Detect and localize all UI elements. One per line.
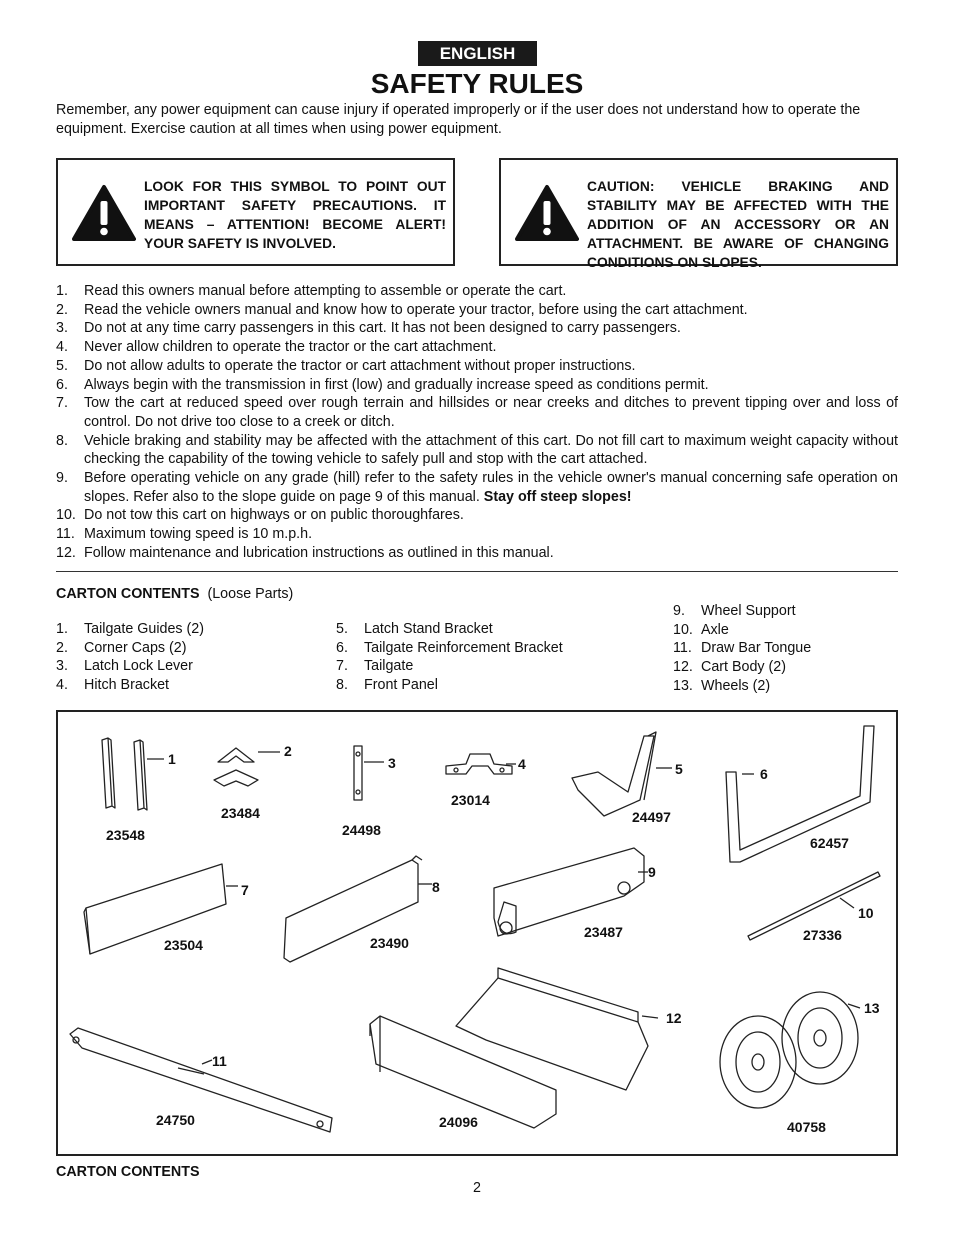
item-name: Tailgate Reinforcement Bracket bbox=[364, 639, 563, 656]
item-name: Latch Stand Bracket bbox=[364, 621, 493, 637]
rule-number: 9. bbox=[56, 470, 68, 487]
figure-caption: CARTON CONTENTS bbox=[56, 1164, 200, 1180]
parts-illustration-frame bbox=[56, 710, 898, 1156]
part-number-24497: 24497 bbox=[632, 809, 671, 825]
item-number: 11. bbox=[673, 640, 692, 657]
part-number-24096: 24096 bbox=[439, 1114, 478, 1130]
item-number: 7. bbox=[336, 658, 348, 675]
carton-item bbox=[336, 676, 563, 695]
rule-text: Tow the cart at reduced speed over rough terrain and hillsides or near creeks and ditches to prevent tipping over and loss of control. Do not drive too close to a creek or ditch. bbox=[84, 395, 898, 430]
item-number: 8. bbox=[336, 677, 348, 694]
item-name: Cart Body (2) bbox=[701, 659, 787, 676]
carton-subheading: (Loose Parts) bbox=[207, 586, 294, 602]
rule-number: 6. bbox=[56, 376, 68, 393]
item-name: Corner Caps (2) bbox=[84, 639, 187, 656]
part-key-11: 11 bbox=[212, 1053, 227, 1069]
item-name: Draw Bar Tongue bbox=[701, 640, 812, 657]
rule-number: 8. bbox=[56, 432, 68, 449]
tailgate-guides-drawing bbox=[102, 738, 164, 810]
part-number-24750: 24750 bbox=[156, 1112, 195, 1128]
part-number-23014: 23014 bbox=[451, 792, 490, 808]
warning-box-caution bbox=[499, 158, 898, 270]
latch-stand-bracket-drawing bbox=[572, 732, 672, 816]
carton-heading-text: CARTON CONTENTS bbox=[56, 586, 200, 602]
carton-item bbox=[56, 657, 204, 676]
part-number-40758: 40758 bbox=[787, 1119, 826, 1135]
carton-list-column-1 bbox=[56, 620, 204, 695]
hitch-bracket-drawing bbox=[446, 754, 516, 774]
item-name: Axle bbox=[701, 621, 729, 638]
rule-text: Read this owners manual before attempting to assemble or operate the cart. bbox=[84, 283, 567, 299]
item-number: 3. bbox=[56, 658, 68, 675]
rule-number: 3. bbox=[56, 320, 68, 337]
carton-item bbox=[336, 639, 563, 658]
carton-item bbox=[673, 639, 811, 658]
warning-triangle-icon bbox=[72, 184, 136, 242]
corner-caps-drawing bbox=[214, 748, 280, 786]
rule-item bbox=[56, 338, 898, 357]
rule-item bbox=[56, 525, 898, 544]
rule-text: Before operating vehicle on any grade (hill) refer to the safety rules in the vehicle owner's manual concerning safe operation on slopes. Refer also to the slope guide on page 9 of this manual. bbox=[84, 470, 898, 505]
carton-item bbox=[673, 621, 811, 640]
rule-number: 1. bbox=[56, 283, 68, 299]
carton-list-column-2 bbox=[336, 620, 563, 695]
page-number: 2 bbox=[473, 1180, 481, 1196]
item-number: 5. bbox=[336, 621, 348, 637]
rule-text: Do not at any time carry passengers in this cart. It has not been designed to carry passengers. bbox=[84, 320, 681, 337]
carton-item bbox=[673, 602, 811, 621]
cart-body-drawing bbox=[370, 968, 658, 1128]
rule-number: 5. bbox=[56, 357, 68, 374]
tailgate-reinforcement-bracket-drawing bbox=[726, 726, 874, 862]
item-number: 10. bbox=[673, 621, 693, 638]
parts-illustration bbox=[58, 712, 896, 1154]
item-number: 12. bbox=[673, 659, 693, 676]
part-key-2: 2 bbox=[284, 743, 292, 759]
wheel-support-drawing bbox=[494, 848, 648, 936]
part-key-6: 6 bbox=[760, 766, 768, 782]
part-key-1: 1 bbox=[168, 751, 176, 767]
carton-item bbox=[56, 639, 204, 658]
warning-box-symbol bbox=[56, 158, 455, 266]
part-key-7: 7 bbox=[241, 882, 249, 898]
rule-number: 4. bbox=[56, 339, 68, 356]
item-name: Hitch Bracket bbox=[84, 677, 170, 694]
part-number-27336: 27336 bbox=[803, 927, 842, 943]
rule-item bbox=[56, 319, 898, 338]
part-number-24498: 24498 bbox=[342, 822, 381, 838]
part-key-5: 5 bbox=[675, 761, 683, 777]
section-divider bbox=[56, 571, 898, 572]
rule-text: Do not tow this cart on highways or on public thoroughfares. bbox=[84, 507, 464, 524]
warning-triangle-icon bbox=[515, 184, 579, 242]
intro-paragraph: Remember, any power equipment can cause injury if operated improperly or if the user does not understand how to operate the equipment. Exercise caution at all times when using power equipment. bbox=[56, 102, 861, 137]
part-key-12: 12 bbox=[666, 1010, 682, 1026]
part-key-4: 4 bbox=[518, 756, 526, 772]
rule-text: Read the vehicle owners manual and know how to operate your tractor, before using the cart attachment. bbox=[84, 301, 748, 318]
warning-box-text: LOOK FOR THIS SYMBOL TO POINT OUT IMPORTANT SAFETY PRECAUTIONS. IT MEANS – ATTENTION! BECOME ALERT! YOUR SAFETY IS INVOLVED. bbox=[144, 179, 446, 251]
draw-bar-tongue-drawing bbox=[70, 1028, 332, 1132]
rule-item bbox=[56, 506, 898, 525]
latch-lock-lever-drawing bbox=[354, 746, 384, 800]
part-number-23484: 23484 bbox=[221, 805, 260, 821]
rule-emphasis: Stay off steep slopes! bbox=[483, 488, 632, 505]
item-name: Tailgate Guides (2) bbox=[84, 621, 204, 637]
rule-item bbox=[56, 282, 898, 301]
rule-text: Maximum towing speed is 10 m.p.h. bbox=[84, 526, 313, 543]
item-name: Tailgate bbox=[364, 658, 414, 675]
rule-text: Vehicle braking and stability may be affected with the attachment of this cart. Do not fill cart to maximum weight capacity without checking the capability of the towing vehicle to safely pull and stop with the cart attached. bbox=[84, 432, 898, 468]
safety-rules-list bbox=[56, 282, 898, 563]
item-number: 2. bbox=[56, 639, 68, 656]
item-name: Wheels (2) bbox=[701, 677, 771, 694]
rule-number: 12. bbox=[56, 544, 76, 561]
tailgate-drawing bbox=[84, 864, 238, 954]
part-key-10: 10 bbox=[858, 905, 874, 921]
item-name: Front Panel bbox=[364, 677, 438, 694]
carton-contents-heading bbox=[56, 586, 293, 602]
carton-item bbox=[336, 620, 563, 639]
item-number: 13. bbox=[673, 677, 693, 694]
part-number-23548: 23548 bbox=[106, 827, 145, 843]
item-name: Wheel Support bbox=[701, 603, 796, 619]
item-number: 4. bbox=[56, 677, 68, 694]
warning-box-text: CAUTION: VEHICLE BRAKING AND STABILITY MAY BE AFFECTED WITH THE ADDITION OF AN ACCESSORY OR AN ATTACHMENT. BE AWARE OF CHANGING CONDITIONS ON SLOPES. bbox=[587, 179, 889, 270]
part-key-8: 8 bbox=[432, 879, 440, 895]
part-key-13: 13 bbox=[864, 1000, 880, 1016]
rule-text: Never allow children to operate the tractor or the cart attachment. bbox=[84, 339, 497, 356]
part-key-9: 9 bbox=[648, 864, 656, 880]
front-panel-drawing bbox=[284, 856, 432, 962]
rule-number: 7. bbox=[56, 395, 68, 412]
rule-item bbox=[56, 469, 898, 506]
rule-item bbox=[56, 544, 898, 563]
part-key-3: 3 bbox=[388, 755, 396, 771]
part-number-23487: 23487 bbox=[584, 924, 623, 940]
part-number-23490: 23490 bbox=[370, 935, 409, 951]
language-tab: ENGLISH bbox=[418, 41, 537, 66]
item-number: 1. bbox=[56, 621, 68, 637]
rule-item bbox=[56, 376, 898, 395]
part-number-23504: 23504 bbox=[164, 937, 203, 953]
page-title: SAFETY RULES bbox=[370, 68, 584, 99]
rule-number: 10. bbox=[56, 507, 76, 524]
carton-item bbox=[673, 658, 811, 677]
carton-item bbox=[336, 657, 563, 676]
rule-item bbox=[56, 394, 898, 431]
item-name: Latch Lock Lever bbox=[84, 658, 193, 675]
rule-item bbox=[56, 432, 898, 469]
carton-item bbox=[56, 676, 204, 695]
rule-item bbox=[56, 357, 898, 376]
item-number: 6. bbox=[336, 639, 348, 656]
rule-item bbox=[56, 301, 898, 320]
wheels-drawing bbox=[720, 992, 860, 1108]
rule-text: Follow maintenance and lubrication instructions as outlined in this manual. bbox=[84, 544, 554, 561]
carton-item bbox=[673, 677, 811, 696]
rule-number: 11. bbox=[56, 526, 75, 543]
rule-text: Always begin with the transmission in first (low) and gradually increase speed as conditions permit. bbox=[84, 376, 709, 393]
item-number: 9. bbox=[673, 603, 685, 619]
part-number-62457: 62457 bbox=[810, 835, 849, 851]
rule-text: Do not allow adults to operate the tractor or cart attachment without proper instructions. bbox=[84, 357, 636, 374]
rule-number: 2. bbox=[56, 301, 68, 318]
carton-list-column-3 bbox=[673, 602, 811, 696]
carton-item bbox=[56, 620, 204, 639]
